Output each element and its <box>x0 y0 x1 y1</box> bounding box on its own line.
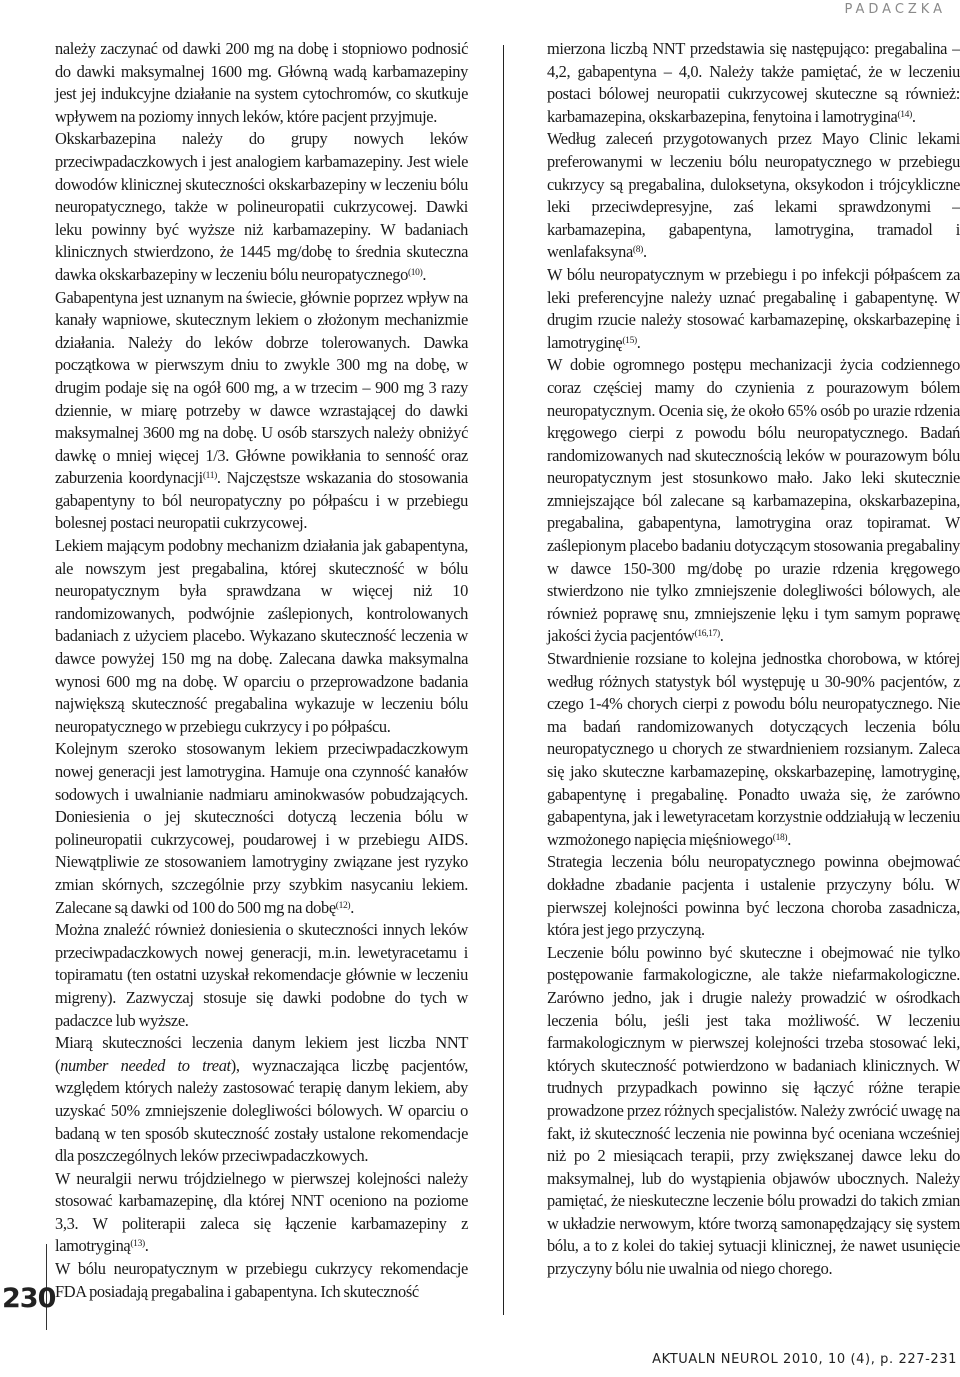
paragraph-text: Można znaleźć również doniesienia o skuteczności innych leków przeciwpadaczkowych nowej generacji, m.in. lewetyracetamu i topiramatu (ten ostatni uzyskał rekomendacje głównie w leczeniu migreny). Zazwyczaj stosuje się dawki podobne do tych w padaczce lub wyższe. <box>55 920 468 1030</box>
paragraph <box>55 535 468 738</box>
paragraph-text: Leczenie bólu powinno być skuteczne i obejmować nie tylko postępowanie farmakologiczne, ale także niefarmakologiczne. Zarówno jedno, jak i drugie należy prowadzić w ośrodkach leczenia bólu, jeśli jest taka możliwość. W leczeniu farmakologicznym w pierwszej kolejności trzeba stosować leki, których skuteczność potwierdzono w badaniach klinicznych. W trudnych przypadkach powinno się łączyć różne terapie prowadzone przez różnych specjalistów. Należy zwrócić uwagę na fakt, iż skuteczność leczenia nie powinna być oceniana wcześniej niż po 2 miesiącach terapii, przy zwiększanej dawce leku do maksymalnej, lub do wystąpienia objawów ubocznych. Należy pamiętać, że nieskuteczne leczenie bólu prowadzi do takich zmian w układzie nerwowym, które tworzą samonapędzający się system bólu, a to z kolei do takiej sytuacji klinicznej, że nawet usunięcie przyczyny bólu nie uwalnia od niego chorego. <box>547 942 960 1279</box>
reference-marker: (8) <box>632 245 643 256</box>
paragraph-text-continued: ), wyznaczająca liczbę pacjentów, względem których należy zastosować terapię danym lekiem, aby uzyskać 50% zmniejszenie dolegliwości bólowych. W oparciu o badaną w ten sposób skuteczność zostały ustalone rekomendacje dla poszczególnych leków przeciwpadaczkowych. <box>55 1055 468 1166</box>
paragraph <box>55 1032 468 1168</box>
paragraph-text: Lekiem mającym podobny mechanizm działania jak gabapentyna, ale nowszym jest pregabalina, której skuteczność w bólu neuropatycznym była sprawdzana w więcej niż 10 randomizowanych, podwójnie zaślepionych, kontrolowanych badaniach z użyciem placebo. Wykazano skuteczność leczenia w dawce powyżej 150 mg na dobę. Zalecana dawka maksymalna wynosi 600 mg na dobę. W oparciu o przeprowadzone badania największą skuteczność pregabalina wykazuje w leczeniu bólu neuropatycznego w przebiegu cukrzycy i po półpaścu. <box>55 536 468 736</box>
paragraph-text-continued: . <box>787 829 791 849</box>
paragraph-text-continued: . <box>422 264 427 284</box>
paragraph-text-continued: . Najczęstsze wskazania do stosowania gabapentyny to ból neuropatyczny po półpaścu i w przebiegu bolesnej postaci neuropatii cukrzycowej. <box>55 468 468 533</box>
paragraph-text-continued: . <box>642 242 647 262</box>
journal-citation: AKTUALN NEUROL 2010, 10 (4), p. 227-231 <box>652 1352 957 1367</box>
paragraph-text: W dobie ogromnego postępu mechanizacji życia codziennego coraz częściej mamy do czynienia z pourazowym bólem neuropatycznym. Ocenia się, że około 65% osób po urazie rdzenia kręgowego cierpi z powodu bólu neuropatycznego. Badań randomizowanych nad skutecznością leków w pourazowym bólu neuropatycznym jest stosunkowo mało. Jako leki skutecznie zmniejszające ból zalecane są karbamazepina, okskarbazepina, pregabalina, gabapentyna, lamotrygina oraz topiramat. W zaślepionym placebo badaniu dotyczącym stosowania pregabaliny w dawce 150-300 mg/dobę po urazie rdzenia kręgowego stwierdzono nie tylko zmniejszenie dolegliwości bólowych, ale również poprawę snu, zmniejszenie lęku i tym samym poprawę jakości życia pacjentów <box>547 355 960 646</box>
reference-marker: (16,17) <box>694 629 720 640</box>
paragraph-text: W bólu neuropatycznym w przebiegu cukrzycy rekomendacje FDA posiadają pregabalina i gabapentyna. Ich skuteczność <box>55 1259 468 1301</box>
paragraph-text-continued: . <box>719 626 724 646</box>
right-text-column <box>547 38 960 1281</box>
emphasized-term: number needed to treat <box>60 1055 231 1075</box>
paragraph-text: Kolejnym szeroko stosowanym lekiem przeciwpadaczkowym nowej generacji jest lamotrygina. Hamuje ona czynność kanałów sodowych i uwalnianie nadmiaru aminokwasów pobudzających. Doniesienia o jej skuteczności dotyczą leczenia bólu w polineuropatii cukrzycowej, poudarowej i w przebiegu AIDS. Niewątpliwie ze stosowaniem lamotryginy związane jest ryzyko zmian skórnych, szczególnie przy szybkim nasycaniu lekiem. Zalecane są dawki od 100 do 500 mg na dobę <box>55 739 468 917</box>
paragraph <box>547 128 960 264</box>
paragraph-text-continued: . <box>350 897 354 917</box>
reference-marker: (18) <box>772 832 788 843</box>
paragraph <box>547 648 960 851</box>
reference-marker: (14) <box>897 109 912 120</box>
paragraph-text-continued: . <box>636 332 641 352</box>
reference-marker: (13) <box>130 1239 145 1250</box>
paragraph <box>55 1168 468 1258</box>
column-divider <box>503 45 504 1315</box>
paragraph-text: Gabapentyna jest uznanym na świecie, głównie poprzez wpływ na kanały wapniowe, skutecznym lekiem o złożonym mechanizmie działania. Należy do leków dobrze tolerowanych. Dawka początkowa w pierwszym dniu to zwykle 300 mg na dobę, w drugim podaje się na ogół 600 mg, a w trzecim – 900 mg 3 razy dziennie, w miarę potrzeby w dawce wzrastającej do dawki maksymalnej 3600 mg na dobę. U osób starszych należy obniżyć dawkę o mniej więcej 1/3. Główne powikłania to senność oraz zaburzenia koordynacji <box>55 287 468 488</box>
paragraph <box>55 919 468 1032</box>
paragraph-text-continued: . <box>911 106 916 126</box>
paragraph-text-continued: . <box>144 1236 149 1256</box>
paragraph-text: należy zaczynać od dawki 200 mg na dobę i stopniowo podnosić do dawki maksymalnej 1600 mg. Główną wadą karbamazepiny jest jej indukcyjne działanie na system cytochromów, co skutkuje wpływem na poziomy innych leków, które pacjent przyjmuje. <box>55 39 468 126</box>
left-text-column <box>55 38 468 1303</box>
paragraph-text: Okskarbazepina należy do grupy nowych leków przeciwpadaczkowych i jest analogiem karbamazepiny. Jest wiele dowodów klinicznej skuteczności okskarbazepiny w leczeniu bólu neuropatycznego, także w polineuropatii cukrzycowej. Dawki leku powinny być wyższe niż karbamazepiny. W badaniach klinicznych stwierdzono, że 1445 mg/dobę to średnia skuteczna dawka okskarbazepiny w leczeniu bólu neuropatycznego <box>55 129 468 284</box>
paragraph <box>547 942 960 1281</box>
reference-marker: (15) <box>622 335 637 346</box>
paragraph <box>55 38 468 128</box>
paragraph <box>55 128 468 286</box>
section-label: PADACZKA <box>844 2 946 17</box>
paragraph-text: Strategia leczenia bólu neuropatycznego powinna obejmować dokładne zbadanie pacjenta i ustalenie przyczyny bólu. W pierwszej kolejności powinna być leczona choroba zasadnicza, która jest jego przyczyną. <box>547 852 960 940</box>
paragraph-text: Według zaleceń przygotowanych przez Mayo Clinic lekami preferowanymi w leczeniu bólu neuropatycznego w przebiegu cukrzycy są pregabalina, duloksetyna, oksykodon i trójcykliczne leki przeciwdepresyjne, zaś lekami sprawdzonymi – karbamazepina, gabapentyna, lamotrygina, tramadol i wenlafaksyna <box>547 129 960 262</box>
paragraph-text: mierzona liczbą NNT przedstawia się następująco: pregabalina – 4,2, gabapentyna – 4,0. Należy także pamiętać, że w leczeniu postaci bólowej neuropatii cukrzycowej skuteczne są również: karbamazepina, okskarbazepina, fenytoina i lamotrygina <box>547 39 960 126</box>
reference-marker: (11) <box>202 471 217 482</box>
paragraph <box>55 287 468 536</box>
paragraph-text: W neuralgii nerwu trójdzielnego w pierwszej kolejności należy stosować karbamazepinę, dla której NNT oceniono na poziome 3,3. W politerapii zaleca się łączenie karbamazepiny z lamotryginą <box>55 1168 468 1256</box>
paragraph-text: W bólu neuropatycznym w przebiegu i po infekcji półpaścem za leki preferencyjne należy uznać pregabalinę i gabapentynę. W drugim rzucie należy stosować karbamazepinę, okskarbazepinę i lamotryginę <box>547 264 960 352</box>
paragraph <box>55 738 468 919</box>
page-number: 230 <box>2 1283 56 1314</box>
reference-marker: (10) <box>407 267 423 278</box>
paragraph-text: Stwardnienie rozsiane to kolejna jednostka chorobowa, w której według różnych statystyk ból występuję u 30-90% pacjentów, z czego 1-4% chorych cierpi z powodu bólu neuropatycznego. Nie ma badań randomizowanych dotyczących leczenia bólu neuropatycznego u chorych ze stwardnieniem rozsianym. Zaleca się jako skuteczne karbamazepinę, okskarbazepinę, lamotryginę, gabapentynę i pregabalinę. Ponadto uważa się, że zarówno gabapentyna, jak i lewetyracetam korzystnie oddziałują w leczeniu wzmożonego napięcia mięśniowego <box>547 649 960 849</box>
paragraph <box>547 38 960 128</box>
reference-marker: (12) <box>335 900 351 911</box>
paragraph <box>547 354 960 648</box>
paragraph <box>547 851 960 941</box>
paragraph-text: Miarą skuteczności leczenia danym lekiem jest liczba NNT ( <box>55 1033 468 1075</box>
paragraph <box>547 264 960 354</box>
paragraph <box>55 1258 468 1303</box>
